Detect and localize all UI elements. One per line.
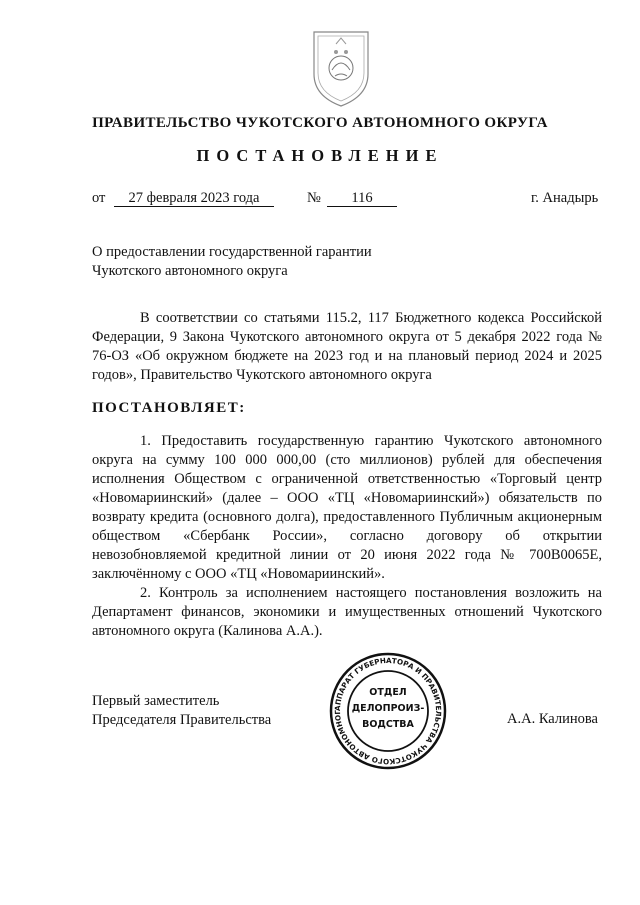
coat-of-arms-icon bbox=[306, 22, 376, 110]
resolution-item: 2. Контроль за исполнением настоящего постановления возложить на Департамент финансов, экономики и имущественных отношений Чукотского автономного округа (Калинова А.А.). bbox=[92, 585, 602, 639]
position-line: Первый заместитель bbox=[92, 693, 220, 709]
stamp-line: ДЕЛОПРОИЗ- bbox=[351, 703, 425, 714]
city: г. Анадырь bbox=[531, 190, 599, 206]
preamble-text: В соответствии со статьями 115.2, 117 Бюджетного кодекса Российской Федерации, 9 Закона Чукотского автономного округа от 5 декабря 2022 года № 76-ОЗ «Об окружном бюджете на 2023 год и на плановый период 2024 и 2025 годов», Правительство Чукотского автономного округа bbox=[92, 310, 602, 383]
subject-line: О предоставлении государственной гарантии bbox=[92, 244, 372, 260]
from-label: от bbox=[92, 190, 106, 206]
stamp-ring-text: АППАРАТ ГУБЕРНАТОРА И ПРАВИТЕЛЬСТВА ЧУКОТСКОГО АВТОНОМНОГ bbox=[332, 655, 444, 767]
document-date: 27 февраля 2023 года bbox=[114, 190, 274, 207]
document-subject bbox=[92, 243, 372, 281]
signatory-name: А.А. Калинова bbox=[507, 711, 598, 727]
resolution-items bbox=[92, 432, 602, 641]
subject-line: Чукотского автономного округа bbox=[92, 263, 288, 279]
stamp-line: ВОДСТВА bbox=[362, 719, 414, 730]
office-stamp bbox=[328, 651, 448, 771]
resolves-heading: ПОСТАНОВЛЯЕТ: bbox=[92, 400, 246, 416]
signatory-position bbox=[92, 692, 271, 730]
position-line: Председателя Правительства bbox=[92, 712, 272, 728]
organization-title: ПРАВИТЕЛЬСТВО ЧУКОТСКОГО АВТОНОМНОГО ОКРУГА bbox=[92, 115, 548, 131]
stamp-line: ОТДЕЛ bbox=[369, 687, 407, 698]
preamble bbox=[92, 309, 602, 385]
resolution-item: 1. Предоставить государственную гарантию Чукотского автономного округа на сумму 100 000 000,00 (сто миллионов) рублей для обеспечения исполнения Обществом с ограниченной ответственностью «Торговый центр «Новомариинский» (далее – ООО «ТЦ «Новомариинский») обязательств по возврату кредита (основного долга), предоставленного Публичным акционерным обществом «Сбербанк России», согласно договору об открытии невозобновляемой кредитной линии от 20 июня 2022 года № 700В0065Е, заключённому с ООО «ТЦ «Новомариинский». bbox=[92, 433, 602, 582]
number-label: № bbox=[307, 190, 321, 206]
document-number: 116 bbox=[327, 190, 397, 207]
document-type: ПОСТАНОВЛЕНИЕ bbox=[196, 146, 444, 165]
